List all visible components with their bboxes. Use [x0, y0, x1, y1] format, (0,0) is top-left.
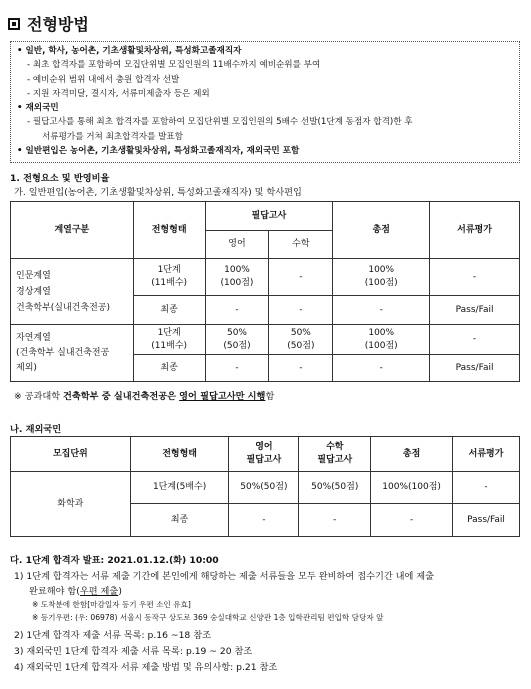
- summary-line: • 재외국민: [17, 103, 59, 114]
- cell: 50%(50점): [229, 472, 299, 504]
- cell: -: [453, 472, 520, 504]
- table-row: [11, 472, 520, 504]
- section1-subheading: 가. 일반편입(농어촌, 기초생활및차상위, 특성화고졸재직자) 및 학사편입: [14, 187, 302, 198]
- section3-heading: 다. 1단계 합격자 발표: 2021.01.12.(화) 10:00: [10, 555, 219, 566]
- table-row: [11, 259, 520, 296]
- header-type: 전형형태: [133, 202, 205, 259]
- square-bullet-icon: [8, 18, 20, 30]
- cell: -: [269, 355, 333, 382]
- cell: -: [371, 504, 453, 537]
- section3-item2: 2) 1단계 합격자 제출 서류 목록: p.16 ~18 참조: [14, 630, 211, 641]
- header-document: 서류평가: [430, 202, 520, 259]
- header-math: 수학: [269, 231, 333, 259]
- summary-line: • 일반, 학사, 농어촌, 기초생활및차상위, 특성화고졸재직자: [17, 46, 242, 56]
- cell: 1단계 (11배수): [133, 325, 205, 355]
- section3-item1: 1) 1단계 합격자는 서류 제출 기간에 본인에게 해당하는 제출 서류들을 모두 완비하여 접수기간 내에 제출: [14, 571, 435, 582]
- cell: 100% (100점): [333, 325, 430, 355]
- cell: Pass/Fail: [430, 355, 520, 382]
- cell: Pass/Fail: [453, 504, 520, 537]
- cell: -: [430, 325, 520, 355]
- cell: 100%(100점): [371, 472, 453, 504]
- cell: Pass/Fail: [430, 296, 520, 325]
- section3-note1: ※ 도착분에 한함[마감일자 등기 우편 소인 유효]: [32, 600, 191, 609]
- cell: -: [269, 296, 333, 325]
- cell: 최종: [133, 355, 205, 382]
- header-math-exam: 수학 필답고사: [299, 437, 371, 472]
- cell: 1단계 (11배수): [133, 259, 205, 296]
- note-prefix: ※ 공과대학: [14, 391, 64, 402]
- cell: 100% (100점): [205, 259, 269, 296]
- section3-item3: 3) 재외국민 1단계 합격자 제출 서류 목록: p.19 ~ 20 참조: [14, 646, 253, 657]
- category-natural: 자연계열 (건축학부 실내건축전공 제외): [11, 325, 134, 382]
- summary-line: 서류평가를 거쳐 최초합격자를 발표함: [42, 131, 184, 142]
- item1-underline: 우편 제출: [79, 586, 119, 597]
- page-title-text: 전형방법: [27, 15, 89, 34]
- section3-item1-cont: [29, 583, 122, 597]
- cell: -: [229, 504, 299, 537]
- header-category: 계열구분: [11, 202, 134, 259]
- header-english: 영어: [205, 231, 269, 259]
- section2-table: [10, 436, 520, 537]
- summary-line: - 최초 합격자를 포함하여 모집단위별 모집인원의 11배수까지 예비순위를 부여: [27, 60, 321, 71]
- header-written-exam: 필답고사: [205, 202, 333, 231]
- section3-note2: ※ 등기우편: (우: 06978) 서울시 동작구 상도로 369 숭실대학교 신양관 1층 입학관리팀 편입학 담당자 앞: [32, 613, 384, 622]
- page-title: [8, 12, 89, 35]
- header-document: 서류평가: [453, 437, 520, 472]
- header-total: 총점: [333, 202, 430, 259]
- cell: -: [333, 296, 430, 325]
- cell: -: [205, 355, 269, 382]
- section1-heading: 1. 전형요소 및 반영비율: [10, 173, 110, 184]
- section3-item4: 4) 재외국민 1단계 합격자 서류 제출 방법 및 유의사항: p.21 참조: [14, 662, 278, 673]
- cell: 최종: [133, 296, 205, 325]
- unit-chemistry: 화학과: [11, 472, 131, 537]
- section2-heading: 나. 재외국민: [10, 424, 62, 435]
- summary-line: - 지원 자격미달, 결시자, 서류미제출자 등은 제외: [27, 88, 210, 99]
- summary-box: [10, 41, 520, 163]
- item1-pre: 완료해야 함(: [29, 586, 80, 597]
- section1-note: [14, 388, 274, 402]
- header-type: 전형형태: [130, 437, 229, 472]
- cell: 50%(50점): [299, 472, 371, 504]
- summary-line: - 예비순위 범위 내에서 충원 합격자 선발: [27, 74, 180, 85]
- item1-post: ): [118, 586, 122, 597]
- note-bold: 건축학부 중 실내건축전공은: [63, 391, 180, 402]
- cell: 최종: [130, 504, 229, 537]
- cell: -: [299, 504, 371, 537]
- cell: -: [430, 259, 520, 296]
- table-row: [11, 325, 520, 355]
- header-english-exam: 영어 필답고사: [229, 437, 299, 472]
- category-humanities: 인문계열 경상계열 건축학부(실내건축전공): [11, 259, 134, 325]
- summary-line: - 필답고사를 통해 최초 합격자를 포함하여 모집단위별 모집인원의 5배수 선발(1단계 동점자 합격)한 후: [27, 117, 413, 128]
- cell: 100% (100점): [333, 259, 430, 296]
- cell: -: [333, 355, 430, 382]
- note-suffix: 함: [265, 391, 275, 402]
- summary-line: • 일반편입은 농어촌, 기초생활및차상위, 특성화고졸재직자, 재외국민 포함: [17, 146, 300, 157]
- cell: 1단계(5배수): [130, 472, 229, 504]
- cell: 50% (50점): [269, 325, 333, 355]
- cell: 50% (50점): [205, 325, 269, 355]
- header-unit: 모집단위: [11, 437, 131, 472]
- cell: -: [269, 259, 333, 296]
- cell: -: [205, 296, 269, 325]
- header-total: 총점: [371, 437, 453, 472]
- note-underline: 영어 필답고사만 시행: [179, 391, 266, 402]
- section1-table: [10, 201, 520, 382]
